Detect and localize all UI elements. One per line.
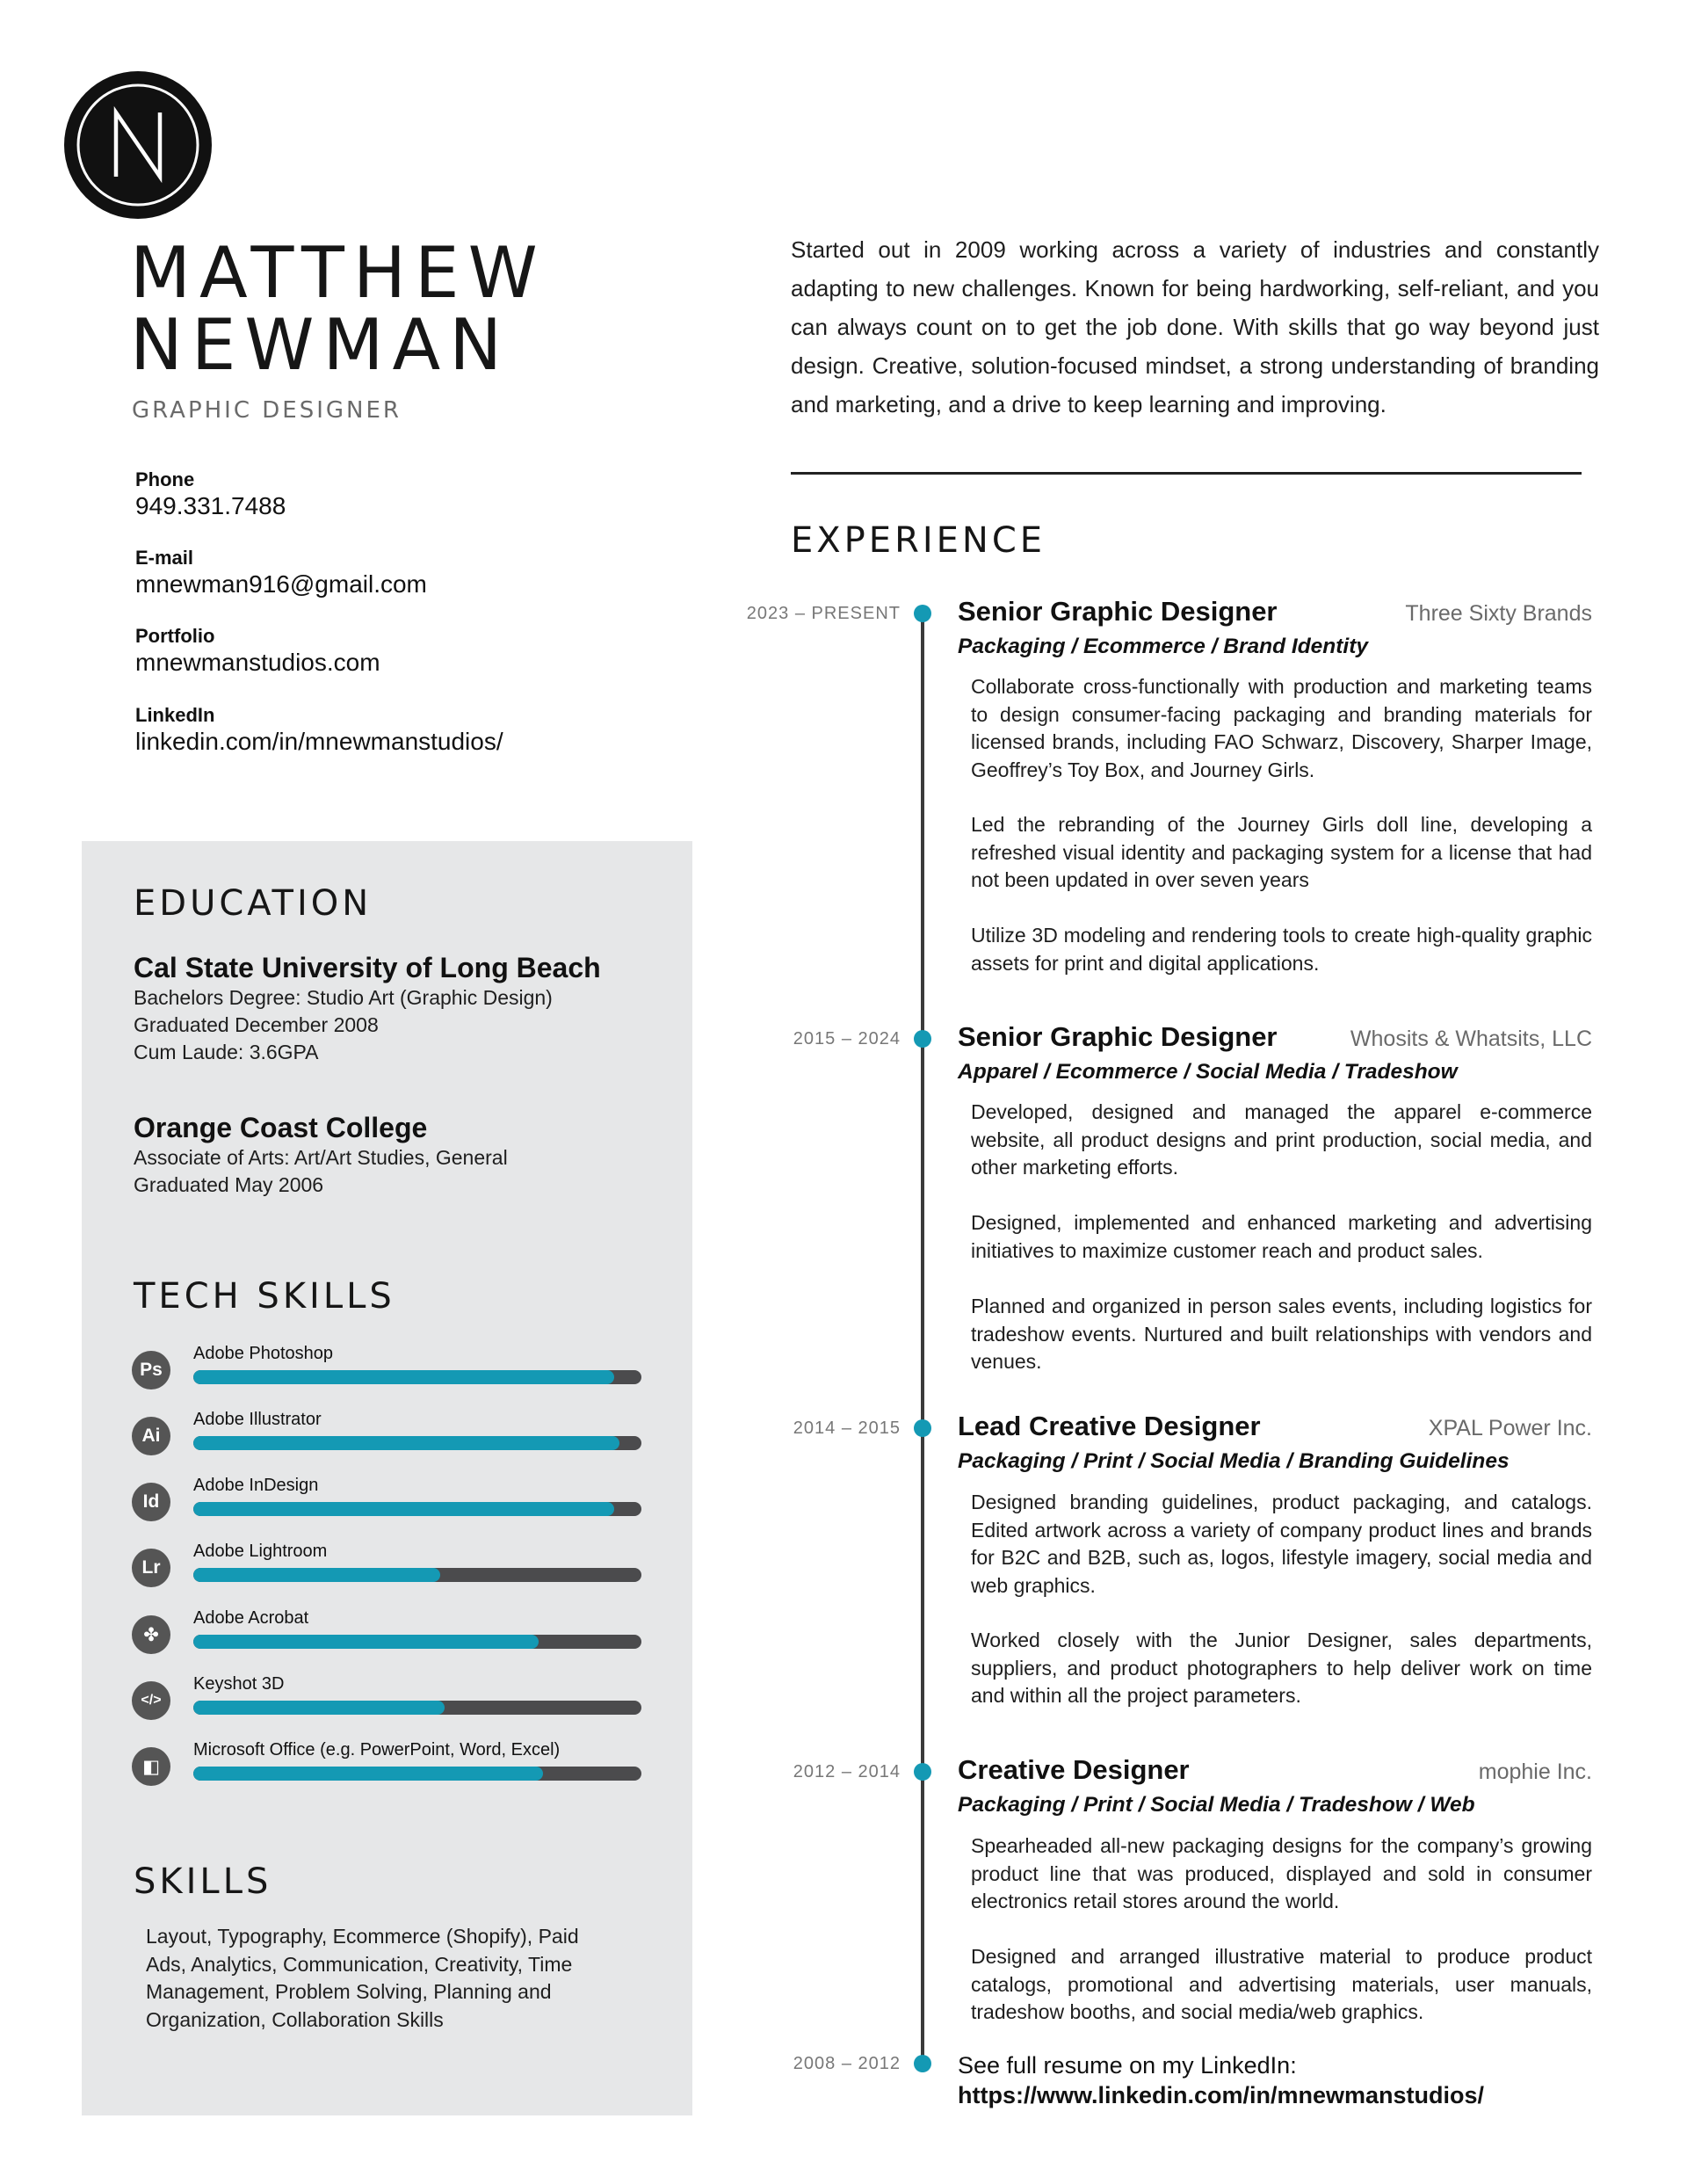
skill-bar-track xyxy=(193,1635,641,1649)
tech-skill-row xyxy=(132,1674,641,1727)
timeline-dot xyxy=(914,1030,931,1048)
skill-bar-track xyxy=(193,1370,641,1384)
skill-bar-track xyxy=(193,1436,641,1450)
school-detail: Associate of Arts: Art/Art Studies, General xyxy=(134,1146,508,1169)
linkedin-callout-text: See full resume on my LinkedIn: xyxy=(958,2052,1297,2079)
acrobat-icon: ✤ xyxy=(132,1615,170,1654)
skill-bar-fill xyxy=(193,1436,619,1450)
tech-skill-label: Adobe InDesign xyxy=(193,1476,319,1495)
skill-bar-track xyxy=(193,1767,641,1781)
tech-skill-label: Adobe Acrobat xyxy=(193,1608,309,1628)
contact-portfolio xyxy=(135,625,698,678)
education-heading: EDUCATION xyxy=(134,883,373,924)
job-description: Collaborate cross-functionally with production and marketing teams to design consumer-facing packaging and branding materials for licensed brands, including FAO Schwarz, Discovery, Sharper Image, Geoffrey’s Toy Box, and Journey Girls. xyxy=(971,675,1592,781)
tech-skill-label: Adobe Illustrator xyxy=(193,1410,322,1429)
job-description: Developed, designed and managed the apparel e-commerce website, all product designs and print production, social media, and other marketing efforts. xyxy=(971,1100,1592,1179)
contact-label: Phone xyxy=(135,468,195,490)
timeline-dot xyxy=(914,2055,931,2072)
tech-skill-label: Adobe Lightroom xyxy=(193,1542,328,1561)
job-description: Spearheaded all-new packaging designs for the company’s growing product line that was produced, displayed and sold in consumer electronics retail stores around the world. xyxy=(971,1834,1592,1912)
linkedin-callout xyxy=(958,2050,1484,2110)
skill-bar-fill xyxy=(193,1635,539,1649)
job-title: Creative Designer xyxy=(958,1754,1190,1785)
skill-bar-fill xyxy=(193,1701,445,1715)
profile-summary: Started out in 2009 working across a variety of industries and constantly adapting to new challenges. Known for being hardworking, self-reliant, and you can always count on to get the job done. With skills that go way beyond just design. Creative, solution-focused mindset, a strong understanding of branding and marketing, and a drive to keep learning and improving. xyxy=(791,236,1599,417)
timeline-dot xyxy=(914,1419,931,1437)
skill-bar-fill xyxy=(193,1502,614,1516)
skill-bar-track xyxy=(193,1568,641,1582)
skill-bar-track xyxy=(193,1502,641,1516)
skills-heading: SKILLS xyxy=(134,1861,272,1902)
school-name: Orange Coast College xyxy=(134,1112,428,1143)
skill-bar-track xyxy=(193,1701,641,1715)
illustrator-icon: Ai xyxy=(132,1417,170,1455)
job-dates: 2014 – 2015 xyxy=(793,1419,901,1438)
job-description: Utilize 3D modeling and rendering tools to create high-quality graphic assets for print and digital applications. xyxy=(971,924,1592,975)
full-name xyxy=(130,232,547,386)
job-description: Led the rebranding of the Journey Girls doll line, developing a refreshed visual identity and packaging system for a license that had not been updated in over seven years xyxy=(971,813,1592,891)
portfolio-value[interactable]: mnewmanstudios.com xyxy=(135,649,380,676)
job-dates: 2012 – 2014 xyxy=(793,1762,901,1781)
tech-skill-row xyxy=(132,1608,641,1661)
job-description: Designed branding guidelines, product packaging, and catalogs. Edited artwork across a variety of company product lines and brands for B2C and B2B, such as, logos, lifestyle imagery, social media and web graphics. xyxy=(971,1491,1592,1597)
linkedin-value[interactable]: linkedin.com/in/mnewmanstudios/ xyxy=(135,728,503,755)
tech-skill-label: Microsoft Office (e.g. PowerPoint, Word, Excel) xyxy=(193,1740,561,1760)
school-detail: Bachelors Degree: Studio Art (Graphic Design) xyxy=(134,986,553,1009)
tech-skills-heading: TECH SKILLS xyxy=(134,1276,395,1317)
skill-bar-fill xyxy=(193,1370,614,1384)
timeline-dot xyxy=(914,1763,931,1781)
company-name: XPAL Power Inc. xyxy=(1428,1416,1592,1440)
skill-bar-fill xyxy=(193,1568,440,1582)
timeline-line xyxy=(921,615,924,2070)
tech-skill-label: Adobe Photoshop xyxy=(193,1344,334,1363)
company-name: Whosits & Whatsits, LLC xyxy=(1350,1027,1592,1051)
contact-label: Portfolio xyxy=(135,625,215,647)
contact-email xyxy=(135,547,698,599)
contact-linkedin xyxy=(135,704,698,757)
job-dates: 2008 – 2012 xyxy=(793,2054,901,2073)
job-description: Designed, implemented and enhanced marketing and advertising initiatives to maximize customer reach and product sales. xyxy=(971,1211,1592,1262)
code-icon: </> xyxy=(132,1681,170,1720)
school-detail: Graduated December 2008 xyxy=(134,1013,379,1036)
job-description: Worked closely with the Junior Designer, sales departments, suppliers, and product photographers to help deliver work on time and within all the project parameters. xyxy=(971,1629,1592,1707)
skill-bar-fill xyxy=(193,1767,543,1781)
job-tags: Packaging / Print / Social Media / Tradeshow / Web xyxy=(958,1793,1475,1817)
tech-skill-row xyxy=(132,1476,641,1528)
office-icon: ◧ xyxy=(132,1747,170,1786)
job-dates: 2023 – PRESENT xyxy=(746,604,901,623)
job-tags: Packaging / Print / Social Media / Branding Guidelines xyxy=(958,1449,1510,1473)
indesign-icon: Id xyxy=(132,1483,170,1521)
linkedin-link[interactable]: https://www.linkedin.com/in/mnewmanstudios/ xyxy=(958,2082,1485,2108)
experience-heading: EXPERIENCE xyxy=(791,520,1046,561)
phone-value[interactable]: 949.331.7488 xyxy=(135,492,286,519)
job-title: Lead Creative Designer xyxy=(958,1411,1261,1441)
job-description: Designed and arranged illustrative material to produce product catalogs, promotional and advertising materials, user manuals, tradeshow booths, and social media/web graphics. xyxy=(971,1945,1592,2023)
tech-skill-row xyxy=(132,1344,641,1397)
contact-phone xyxy=(135,468,698,521)
school-detail: Graduated May 2006 xyxy=(134,1173,324,1196)
divider xyxy=(791,472,1582,475)
job-role: GRAPHIC DESIGNER xyxy=(132,397,402,424)
contact-label: LinkedIn xyxy=(135,704,215,726)
job-tags: Apparel / Ecommerce / Social Media / Tradeshow xyxy=(958,1060,1458,1084)
skills-list: Layout, Typography, Ecommerce (Shopify), Paid Ads, Analytics, Communication, Creativity, Time Management, Problem Solving, Planning and Organization, Collaboration Skills xyxy=(146,1925,579,2031)
monogram-logo xyxy=(63,70,213,220)
tech-skill-label: Keyshot 3D xyxy=(193,1674,285,1694)
contact-label: E-mail xyxy=(135,547,194,569)
job-title: Senior Graphic Designer xyxy=(958,596,1278,627)
school-name: Cal State University of Long Beach xyxy=(134,952,601,983)
photoshop-icon: Ps xyxy=(132,1351,170,1389)
tech-skill-row xyxy=(132,1542,641,1594)
email-value[interactable]: mnewman916@gmail.com xyxy=(135,570,427,598)
company-name: mophie Inc. xyxy=(1478,1760,1592,1784)
company-name: Three Sixty Brands xyxy=(1405,601,1592,626)
job-title: Senior Graphic Designer xyxy=(958,1021,1278,1052)
job-description: Planned and organized in person sales events, including logistics for tradeshow events. Nurtured and built relationships with vendors and venues. xyxy=(971,1295,1592,1373)
first-name: MATTHEW xyxy=(130,232,547,314)
lightroom-icon: Lr xyxy=(132,1549,170,1587)
job-tags: Packaging / Ecommerce / Brand Identity xyxy=(958,635,1369,658)
timeline-dot xyxy=(914,605,931,622)
last-name: NEWMAN xyxy=(130,304,511,386)
school-detail: Cum Laude: 3.6GPA xyxy=(134,1041,319,1063)
tech-skill-row xyxy=(132,1410,641,1462)
job-dates: 2015 – 2024 xyxy=(793,1029,901,1048)
tech-skill-row xyxy=(132,1740,641,1793)
